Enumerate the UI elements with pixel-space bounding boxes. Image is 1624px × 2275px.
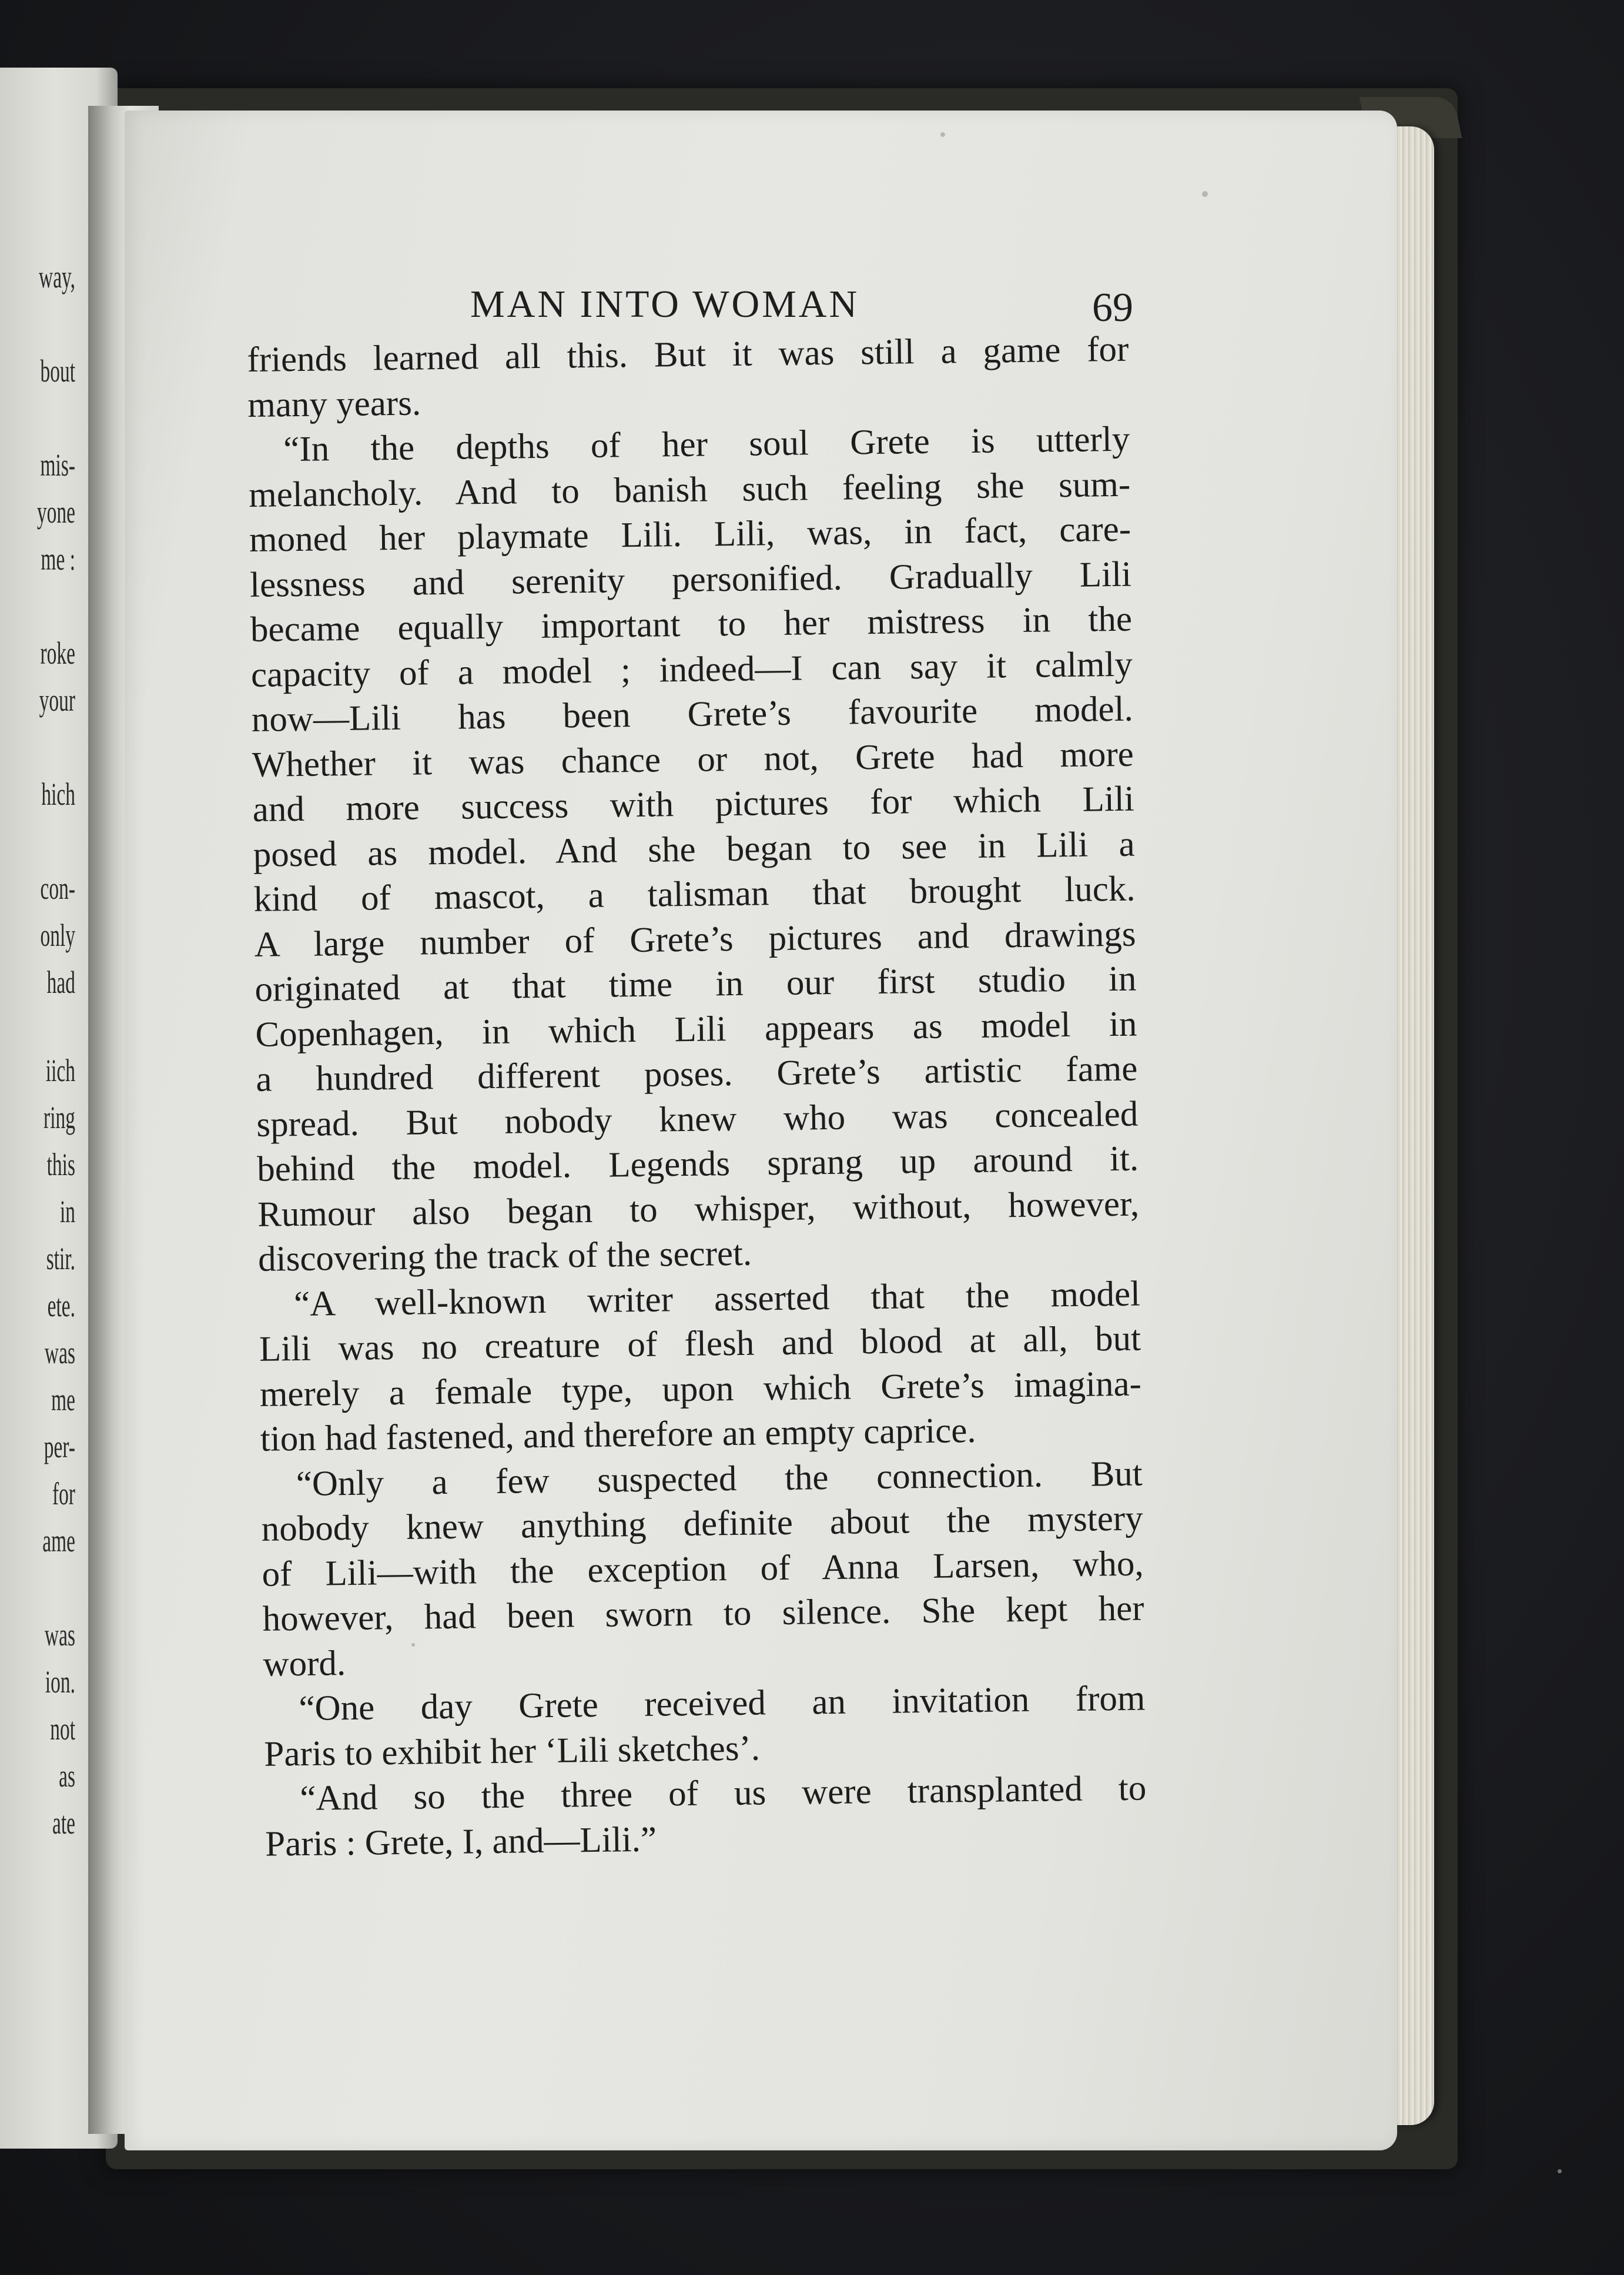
text-line: kind of mascot, a talisman that brought luck.: [253, 869, 1136, 919]
left-page-fragment: in: [59, 1194, 75, 1229]
text-line: moned her playmate Lili. Lili, was, in fact, care-: [249, 509, 1131, 560]
left-page-fragment: ring: [43, 1100, 75, 1135]
left-page-fragment: was: [44, 1617, 75, 1652]
left-page-fragment: had: [46, 965, 75, 1000]
text-line: merely a female type, upon which Grete’s imagina-: [259, 1364, 1142, 1414]
running-title: MAN INTO WOMAN: [470, 283, 860, 326]
page-body-text: [247, 327, 1147, 1867]
text-line: friends learned all this. But it was still a game for: [247, 329, 1129, 380]
text-line: “And so the three of us were transplanted to: [299, 1768, 1147, 1819]
text-line: “One day Grete received an invitation from: [299, 1678, 1146, 1729]
text-line: Copenhagen, in which Lili appears as model in: [255, 1004, 1137, 1055]
left-page-fragment: ete.: [47, 1288, 75, 1323]
left-page-fragment: hich: [41, 777, 75, 812]
left-page-fragment: con-: [40, 871, 75, 906]
text-line: became equally important to her mistress in the: [250, 599, 1133, 650]
text-line: discovering the track of the secret.: [257, 1233, 752, 1279]
text-line: posed as model. And she began to see in Lili a: [253, 824, 1136, 875]
text-line: “In the depths of her soul Grete is utterly: [283, 419, 1130, 470]
text-line: “Only a few suspected the connection. But: [296, 1454, 1143, 1504]
text-line: Whether it was chance or not, Grete had more: [252, 734, 1134, 785]
paper-speck: [1202, 191, 1208, 197]
text-line: however, had been sworn to silence. She kept her: [262, 1588, 1144, 1639]
left-page-fragment: stir.: [46, 1241, 75, 1276]
left-page-fragment: ion.: [45, 1664, 75, 1699]
text-line: spread. But nobody knew who was concealed: [256, 1094, 1139, 1145]
text-line: nobody knew anything definite about the mystery: [261, 1498, 1144, 1549]
text-line: lessness and serenity personified. Gradually Lili: [249, 554, 1132, 605]
left-page-fragment: ame: [42, 1523, 75, 1558]
text-line: tion had fastened, and therefore an empty caprice.: [260, 1410, 976, 1459]
text-line: behind the model. Legends sprang up around it.: [256, 1139, 1139, 1189]
left-page-fragment: as: [59, 1758, 75, 1794]
text-line: word.: [263, 1643, 346, 1684]
paper-speck: [411, 1643, 415, 1647]
text-line: of Lili—with the exception of Anna Larsen, who,: [262, 1544, 1144, 1594]
text-line: Paris : Grete, I, and—Lili.”: [264, 1819, 657, 1864]
text-line: originated at that time in our first studio in: [255, 959, 1137, 1009]
left-page-fragment: me: [51, 1382, 75, 1417]
page-number: 69: [1092, 285, 1133, 330]
left-page-fragment: mis-: [40, 447, 75, 483]
paper-speck: [940, 132, 945, 137]
left-page-fragment: iich: [45, 1053, 75, 1088]
text-line: capacity of a model ; indeed—I can say it calmly: [250, 644, 1133, 695]
text-line: and more success with pictures for which Lili: [252, 779, 1135, 829]
left-page-fragment: for: [52, 1476, 75, 1511]
text-line: Lili was no creature of flesh and blood at all, but: [259, 1319, 1141, 1369]
text-line: melancholy. And to banish such feeling she sum-: [248, 464, 1131, 515]
left-page-fragment: roke: [40, 635, 75, 671]
left-page-fragment: me :: [41, 541, 75, 577]
left-page-fragment: this: [46, 1147, 75, 1182]
left-page-fragment: your: [39, 682, 75, 718]
left-page-fragment: yone: [36, 494, 75, 530]
text-line: Rumour also began to whisper, without, however,: [257, 1184, 1140, 1234]
left-page-fragment: was: [44, 1335, 75, 1370]
text-line: “A well-known writer asserted that the model: [293, 1274, 1141, 1324]
text-line: A large number of Grete’s pictures and drawings: [254, 914, 1136, 965]
text-line: many years.: [247, 383, 421, 425]
left-page-fragment: only: [40, 918, 75, 953]
left-page-fragment: not: [50, 1711, 75, 1747]
text-line: Paris to exhibit her ‘Lili sketches’.: [264, 1728, 761, 1774]
left-page-fragment: per-: [43, 1429, 75, 1464]
text-line: now—Lili has been Grete’s favourite model.: [251, 689, 1134, 740]
text-line: a hundred different poses. Grete’s artistic fame: [256, 1049, 1138, 1099]
left-page-fragment: way,: [39, 259, 75, 295]
left-page-fragment: ate: [52, 1805, 75, 1841]
paper-speck: [1558, 2169, 1562, 2173]
left-page-fragment: bout: [40, 353, 75, 389]
